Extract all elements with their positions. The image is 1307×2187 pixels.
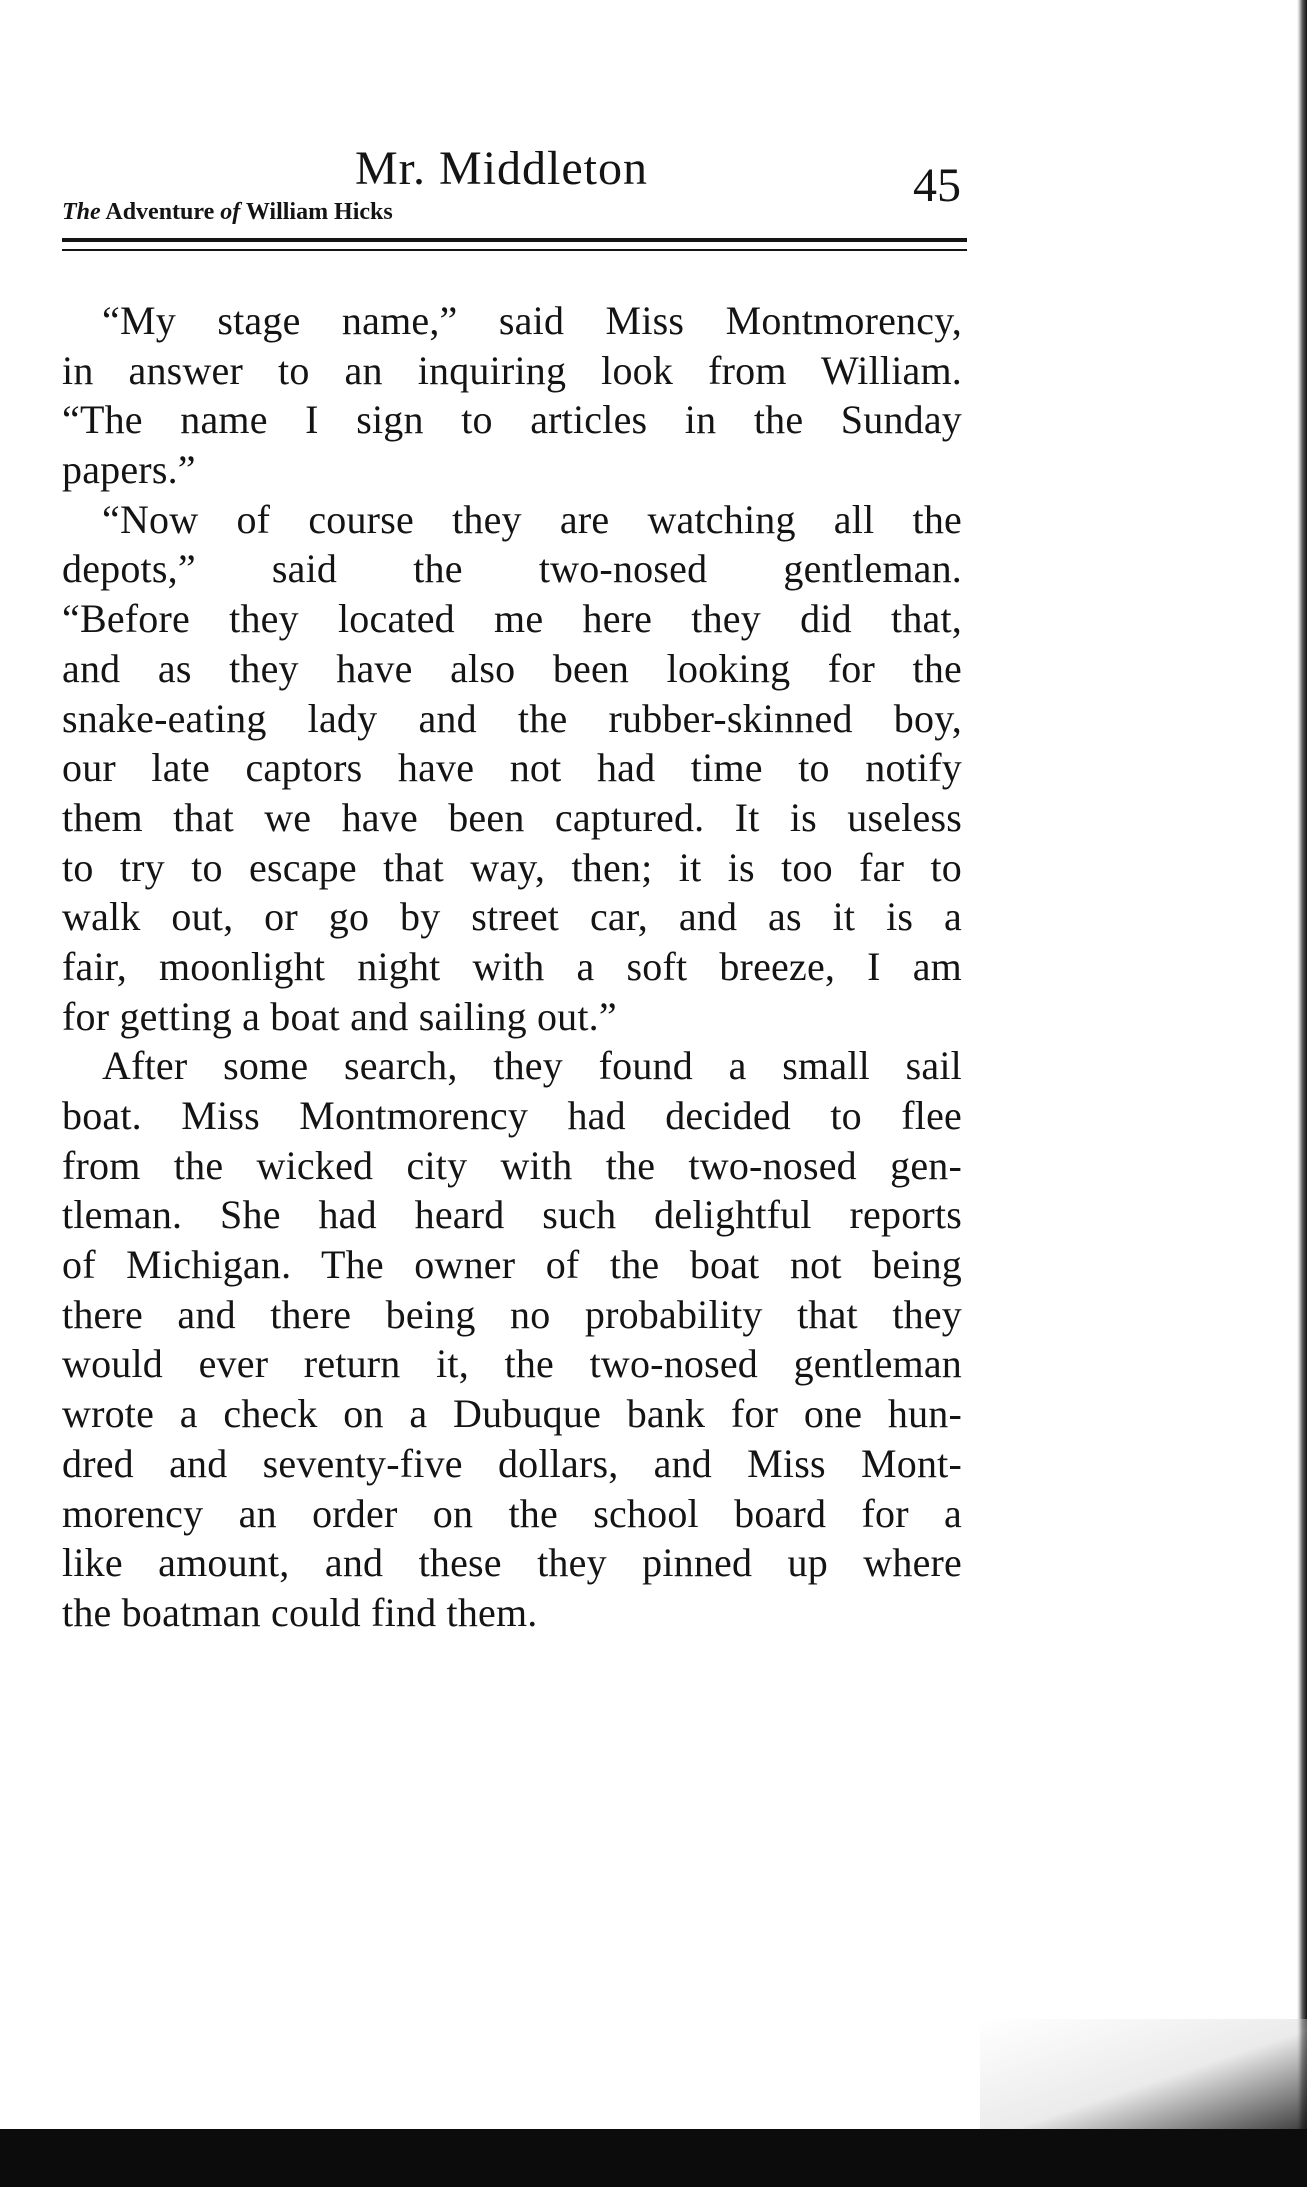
series-title-prefix: The bbox=[62, 199, 101, 225]
running-title: Mr. Middleton bbox=[355, 142, 649, 195]
text-line: to try to escape that way, then; it is too far to bbox=[62, 844, 962, 890]
text-line: walk out, or go by street car, and as it is a bbox=[62, 894, 962, 940]
text-line: “My stage name,” said Miss Montmorency, bbox=[102, 298, 962, 343]
text-line: and as they have also been looking for the bbox=[62, 645, 962, 691]
body-text bbox=[62, 296, 962, 1638]
text-line: depots,” said the two-nosed gentleman. bbox=[62, 546, 962, 592]
page-number: 45 bbox=[913, 159, 961, 212]
scan-bottom-edge bbox=[0, 2129, 1307, 2187]
scan-shadow bbox=[980, 2019, 1307, 2129]
text-line: would ever return it, the two-nosed gentleman bbox=[62, 1341, 962, 1387]
header-rule-thin bbox=[62, 249, 967, 251]
series-title-small-word: of bbox=[220, 199, 241, 225]
text-line: like amount, and these they pinned up where bbox=[62, 1540, 962, 1586]
text-line: After some search, they found a small sail bbox=[102, 1043, 962, 1089]
text-line: tleman. She had heard such delightful reports bbox=[62, 1192, 962, 1238]
series-title-suffix: William Hicks bbox=[245, 199, 393, 225]
text-line: wrote a check on a Dubuque bank for one hun- bbox=[62, 1391, 962, 1437]
text-line: dred and seventy-five dollars, and Miss Mont- bbox=[62, 1440, 962, 1486]
text-line: from the wicked city with the two-nosed gen- bbox=[62, 1142, 962, 1188]
text-line: boat. Miss Montmorency had decided to flee bbox=[62, 1093, 962, 1138]
text-line: snake-eating lady and the rubber-skinned boy, bbox=[62, 695, 962, 741]
text-line: “The name I sign to articles in the Sunday bbox=[62, 397, 962, 443]
text-line: “Before they located me here they did that, bbox=[62, 596, 962, 642]
text-line: them that we have been captured. It is useless bbox=[62, 794, 962, 840]
text-line: fair, moonlight night with a soft breeze, I am bbox=[62, 943, 962, 989]
text-line: morency an order on the school board for a bbox=[62, 1490, 962, 1536]
header-rule-thick bbox=[62, 238, 967, 242]
text-line: for getting a boat and sailing out.” bbox=[62, 993, 617, 1039]
text-line: of Michigan. The owner of the boat not being bbox=[62, 1242, 962, 1288]
text-line: “Now of course they are watching all the bbox=[102, 496, 962, 542]
text-line: papers.” bbox=[62, 447, 196, 493]
text-line: in answer to an inquiring look from William. bbox=[62, 347, 962, 393]
text-line: our late captors have not had time to notify bbox=[62, 745, 962, 791]
series-title bbox=[62, 200, 393, 224]
text-line: the boatman could find them. bbox=[62, 1589, 538, 1635]
text-line: there and there being no probability that they bbox=[62, 1291, 962, 1337]
page-edge-shadow bbox=[1297, 0, 1307, 2187]
series-title-middle: Adventure bbox=[105, 199, 215, 225]
